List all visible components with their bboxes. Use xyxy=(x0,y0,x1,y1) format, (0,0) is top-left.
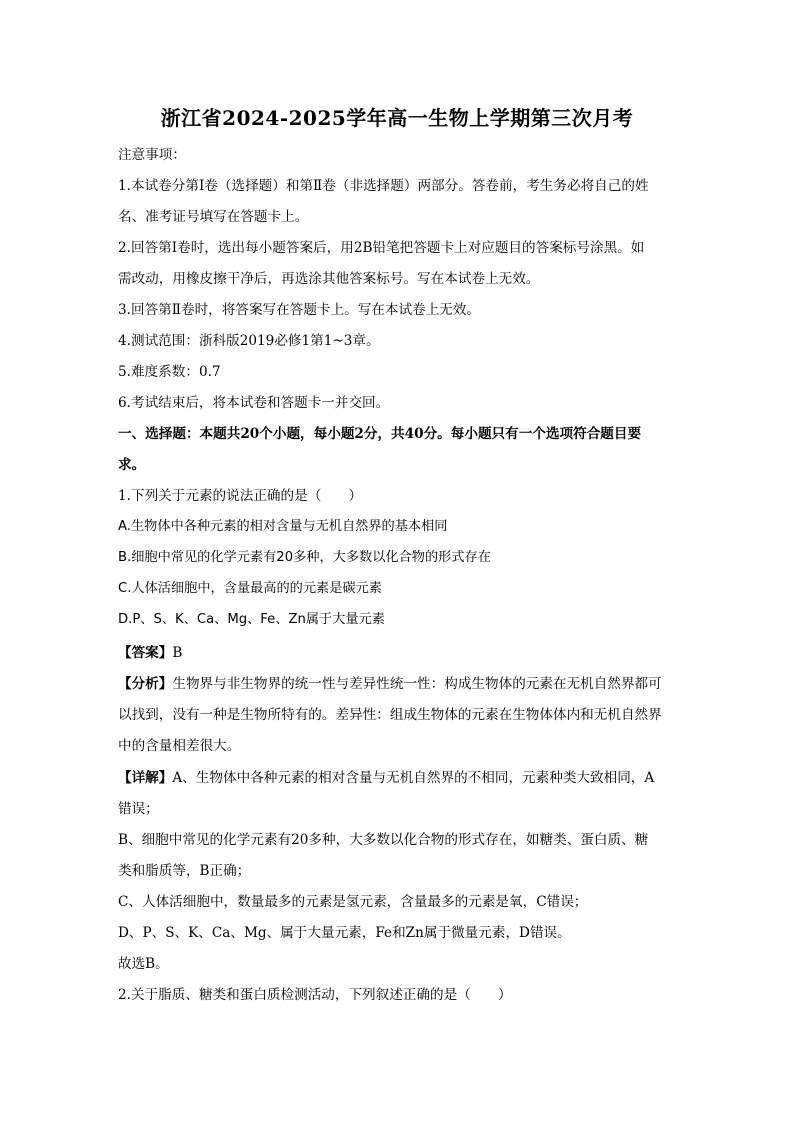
question-2-stem: 2.关于脂质、糖类和蛋白质检测活动，下列叙述正确的是（ ） xyxy=(118,987,512,1003)
detail-tag: 【详解】 xyxy=(118,770,173,786)
question-1-detail-line-5: C、人体活细胞中，数量最多的元素是氢元素，含量最多的元素是氧，C错误； xyxy=(118,894,588,910)
note-5: 5.难度系数：0.7 xyxy=(118,364,221,380)
question-1-option-a: A.生物体中各种元素的相对含量与无机自然界的基本相同 xyxy=(118,519,448,534)
page-title: 浙江省2024-2025学年高一生物上学期第三次月考 xyxy=(160,106,634,130)
note-2-line-2: 需改动，用橡皮擦干净后，再选涂其他答案标号。写在本试卷上无效。 xyxy=(118,271,540,287)
answer-tag: 【答案】 xyxy=(118,645,173,661)
note-6: 6.考试结束后，将本试卷和答题卡一并交回。 xyxy=(118,395,390,411)
note-4: 4.测试范围：浙科版2019必修1第1~3章。 xyxy=(118,333,380,349)
note-3: 3.回答第Ⅱ卷时，将答案写在答题卡上。写在本试卷上无效。 xyxy=(118,302,481,318)
analysis-tag: 【分析】 xyxy=(118,676,173,692)
note-1-line-2: 名、准考证号填写在答题卡上。 xyxy=(118,209,309,225)
note-2-line-1: 2.回答第Ⅰ卷时，选出每小题答案后，用2B铅笔把答题卡上对应题目的答案标号涂黑。如 xyxy=(118,240,645,256)
question-1-analysis-line-2: 以找到，没有一种是生物所特有的。差异性：组成生物体的元素在生物体体内和无机自然界 xyxy=(118,707,662,723)
question-1-option-b: B.细胞中常见的化学元素有20多种，大多数以化合物的形式存在 xyxy=(118,550,491,565)
section-heading-line-1: 一、选择题：本题共20个小题，每小题2分，共40分。每小题只有一个选项符合题目要 xyxy=(118,426,642,442)
question-1-option-d: D.P、S、K、Ca、Mg、Fe、Zn属于大量元素 xyxy=(118,612,385,627)
notes-heading: 注意事项： xyxy=(118,147,186,163)
question-1-detail-line-1 xyxy=(118,769,654,787)
question-1-option-c: C.人体活细胞中，含量最高的的元素是碳元素 xyxy=(118,581,382,596)
question-1-detail-line-2: 错误； xyxy=(118,801,159,817)
question-1-detail-line-3: B、细胞中常见的化学元素有20多种，大多数以化合物的形式存在，如糖类、蛋白质、糖 xyxy=(118,832,649,848)
question-1-detail-line-4: 类和脂质等，B正确； xyxy=(118,863,251,879)
question-1-analysis-line-1 xyxy=(118,675,662,693)
section-heading-line-2: 求。 xyxy=(118,457,146,473)
question-1-detail-line-6: D、P、S、K、Ca、Mg、属于大量元素，Fe和Zn属于微量元素，D错误。 xyxy=(118,925,571,941)
question-1-analysis-line-3: 中的含量相差很大。 xyxy=(118,738,241,754)
note-1-line-1: 1.本试卷分第Ⅰ卷（选择题）和第Ⅱ卷（非选择题）两部分。答卷前，考生务必将自己的姓 xyxy=(118,178,649,194)
answer-value: B xyxy=(172,645,183,661)
analysis-text-1: 生物界与非生物界的统一性与差异性统一性：构成生物体的元素在无机自然界都可 xyxy=(172,676,662,692)
detail-text-1: A、生物体中各种元素的相对含量与无机自然界的不相同，元素种类大致相同，A xyxy=(172,770,655,786)
question-1-conclusion: 故选B。 xyxy=(118,956,169,972)
question-1-answer xyxy=(118,644,182,662)
question-1-stem: 1.下列关于元素的说法正确的是（ ） xyxy=(118,488,363,504)
